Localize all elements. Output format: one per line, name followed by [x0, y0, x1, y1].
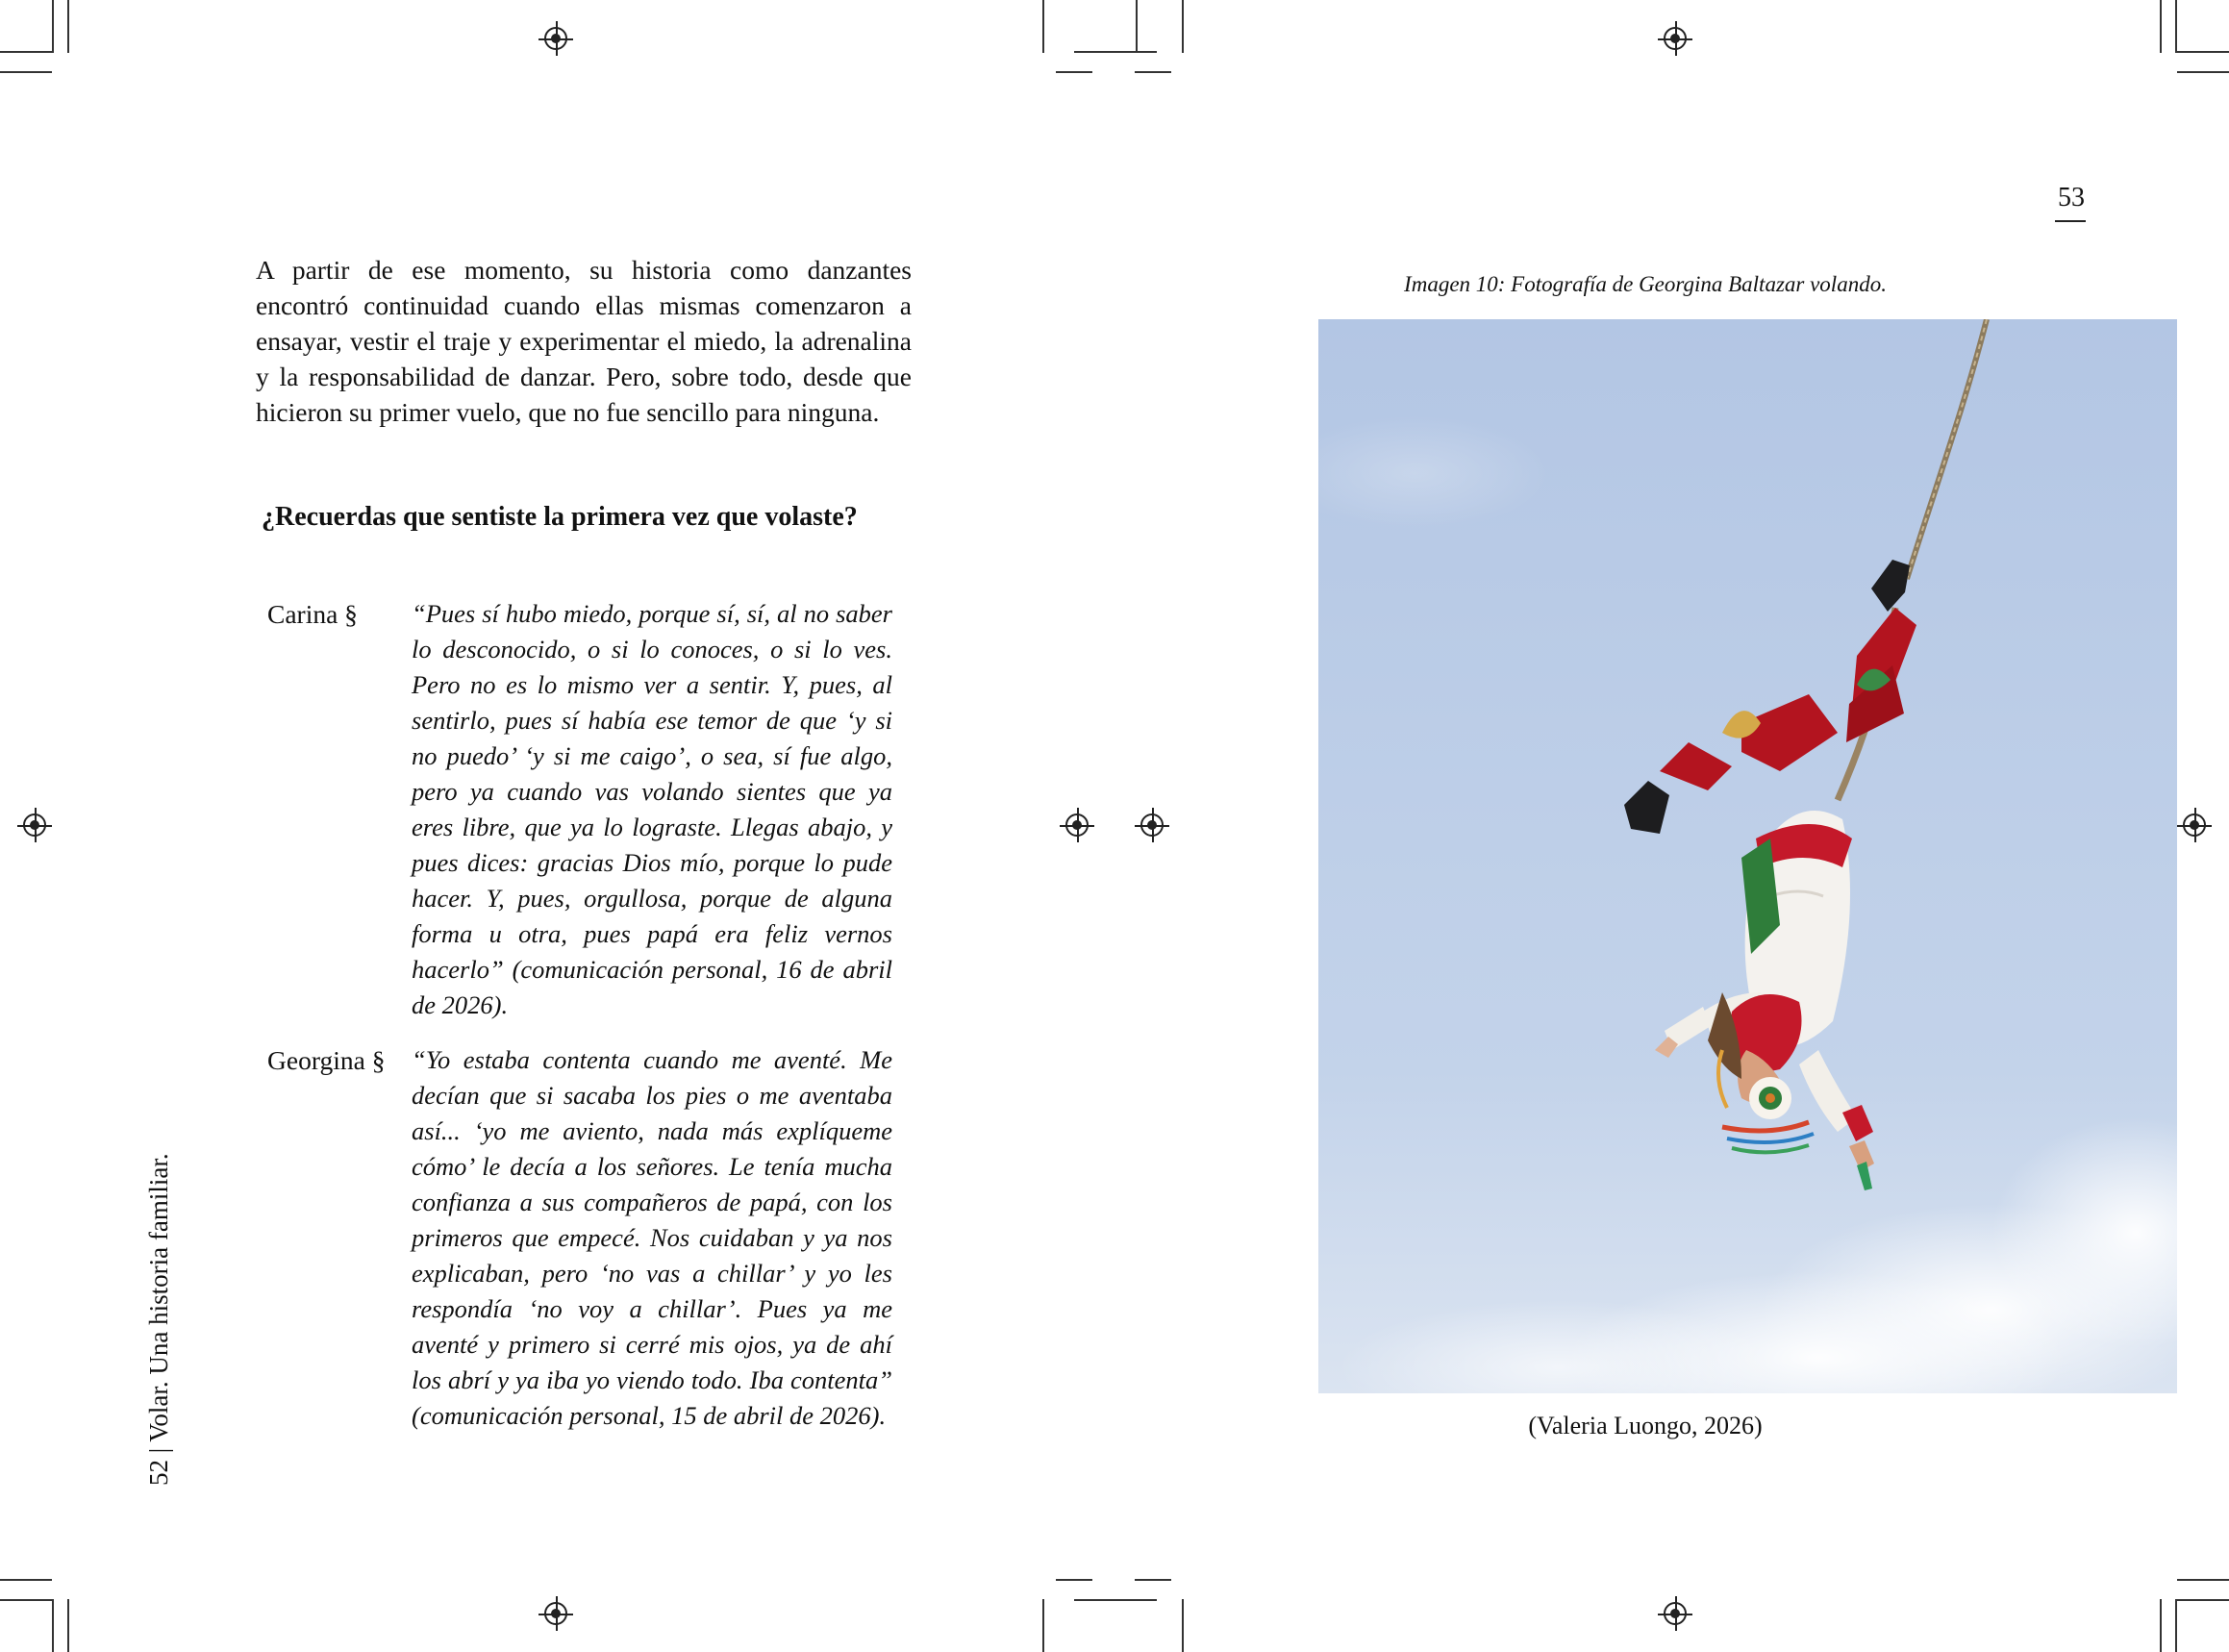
running-footer: 52 | Volar. Una historia familiar. — [144, 1153, 173, 1486]
figure-caption: Imagen 10: Fotografía de Georgina Baltazar volando. — [1404, 272, 1887, 296]
quote-carina: “Pues sí hubo miedo, porque sí, sí, al no saber lo desconocido, o si lo conoces, o si lo ves. Pero no es lo mismo ver a sentir. Y, pues, al sentirlo, pues sí había ese temor de que ‘y si no puedo’ ‘y si me caigo’, o sea, sí fue algo, pero ya cuando vas volando sientes que ya eres libre, que ya lo lograste. Llegas abajo, y pues dices: gracias Dios mío, porque lo pude hacer. Y, pues, orgullosa, porque de alguna forma u otra, pues papá era feliz vernos hacerlo” (comunicación personal, 16 de abril de 2026). — [412, 599, 892, 1019]
interview-question: ¿Recuerdas que sentiste la primera vez que volaste? — [262, 502, 858, 532]
speaker-carina: Carina § — [267, 599, 358, 629]
speaker-georgina: Georgina § — [267, 1045, 386, 1075]
page-number-rule — [2055, 220, 2086, 222]
quote-georgina: “Yo estaba contenta cuando me aventé. Me decían que si sacaba los pies o me aventaba así... ‘yo me aviento, nada más explíqueme cómo’ le decía a los señores. Le tenía mucha confianza a sus compañeros de papá, con los primeros que empecé. Nos cuidaban y ya nos explicaban, pero ‘no vas a chillar’ y yo les respondía ‘no voy a chillar’. Pues ya me aventé y primero si cerré mis ojos, ya de ahí los abrí y ya iba yo viendo todo. Iba contenta” (comunicación personal, 15 de abril de 2026). — [412, 1045, 892, 1430]
figure-credit: (Valeria Luongo, 2026) — [1528, 1412, 1763, 1439]
intro-paragraph: A partir de ese momento, su historia como danzantes encontró continuidad cuando ellas mismas comenzaron a ensayar, vestir el traje y experimentar el miedo, la adrenalina y la responsabilidad de danzar. Pero, sobre todo, desde que hicieron su primer vuelo, que no fue sencillo para ninguna. — [256, 255, 912, 427]
photo-flyer — [1318, 319, 2177, 1393]
page-number: 53 — [2058, 183, 2085, 213]
